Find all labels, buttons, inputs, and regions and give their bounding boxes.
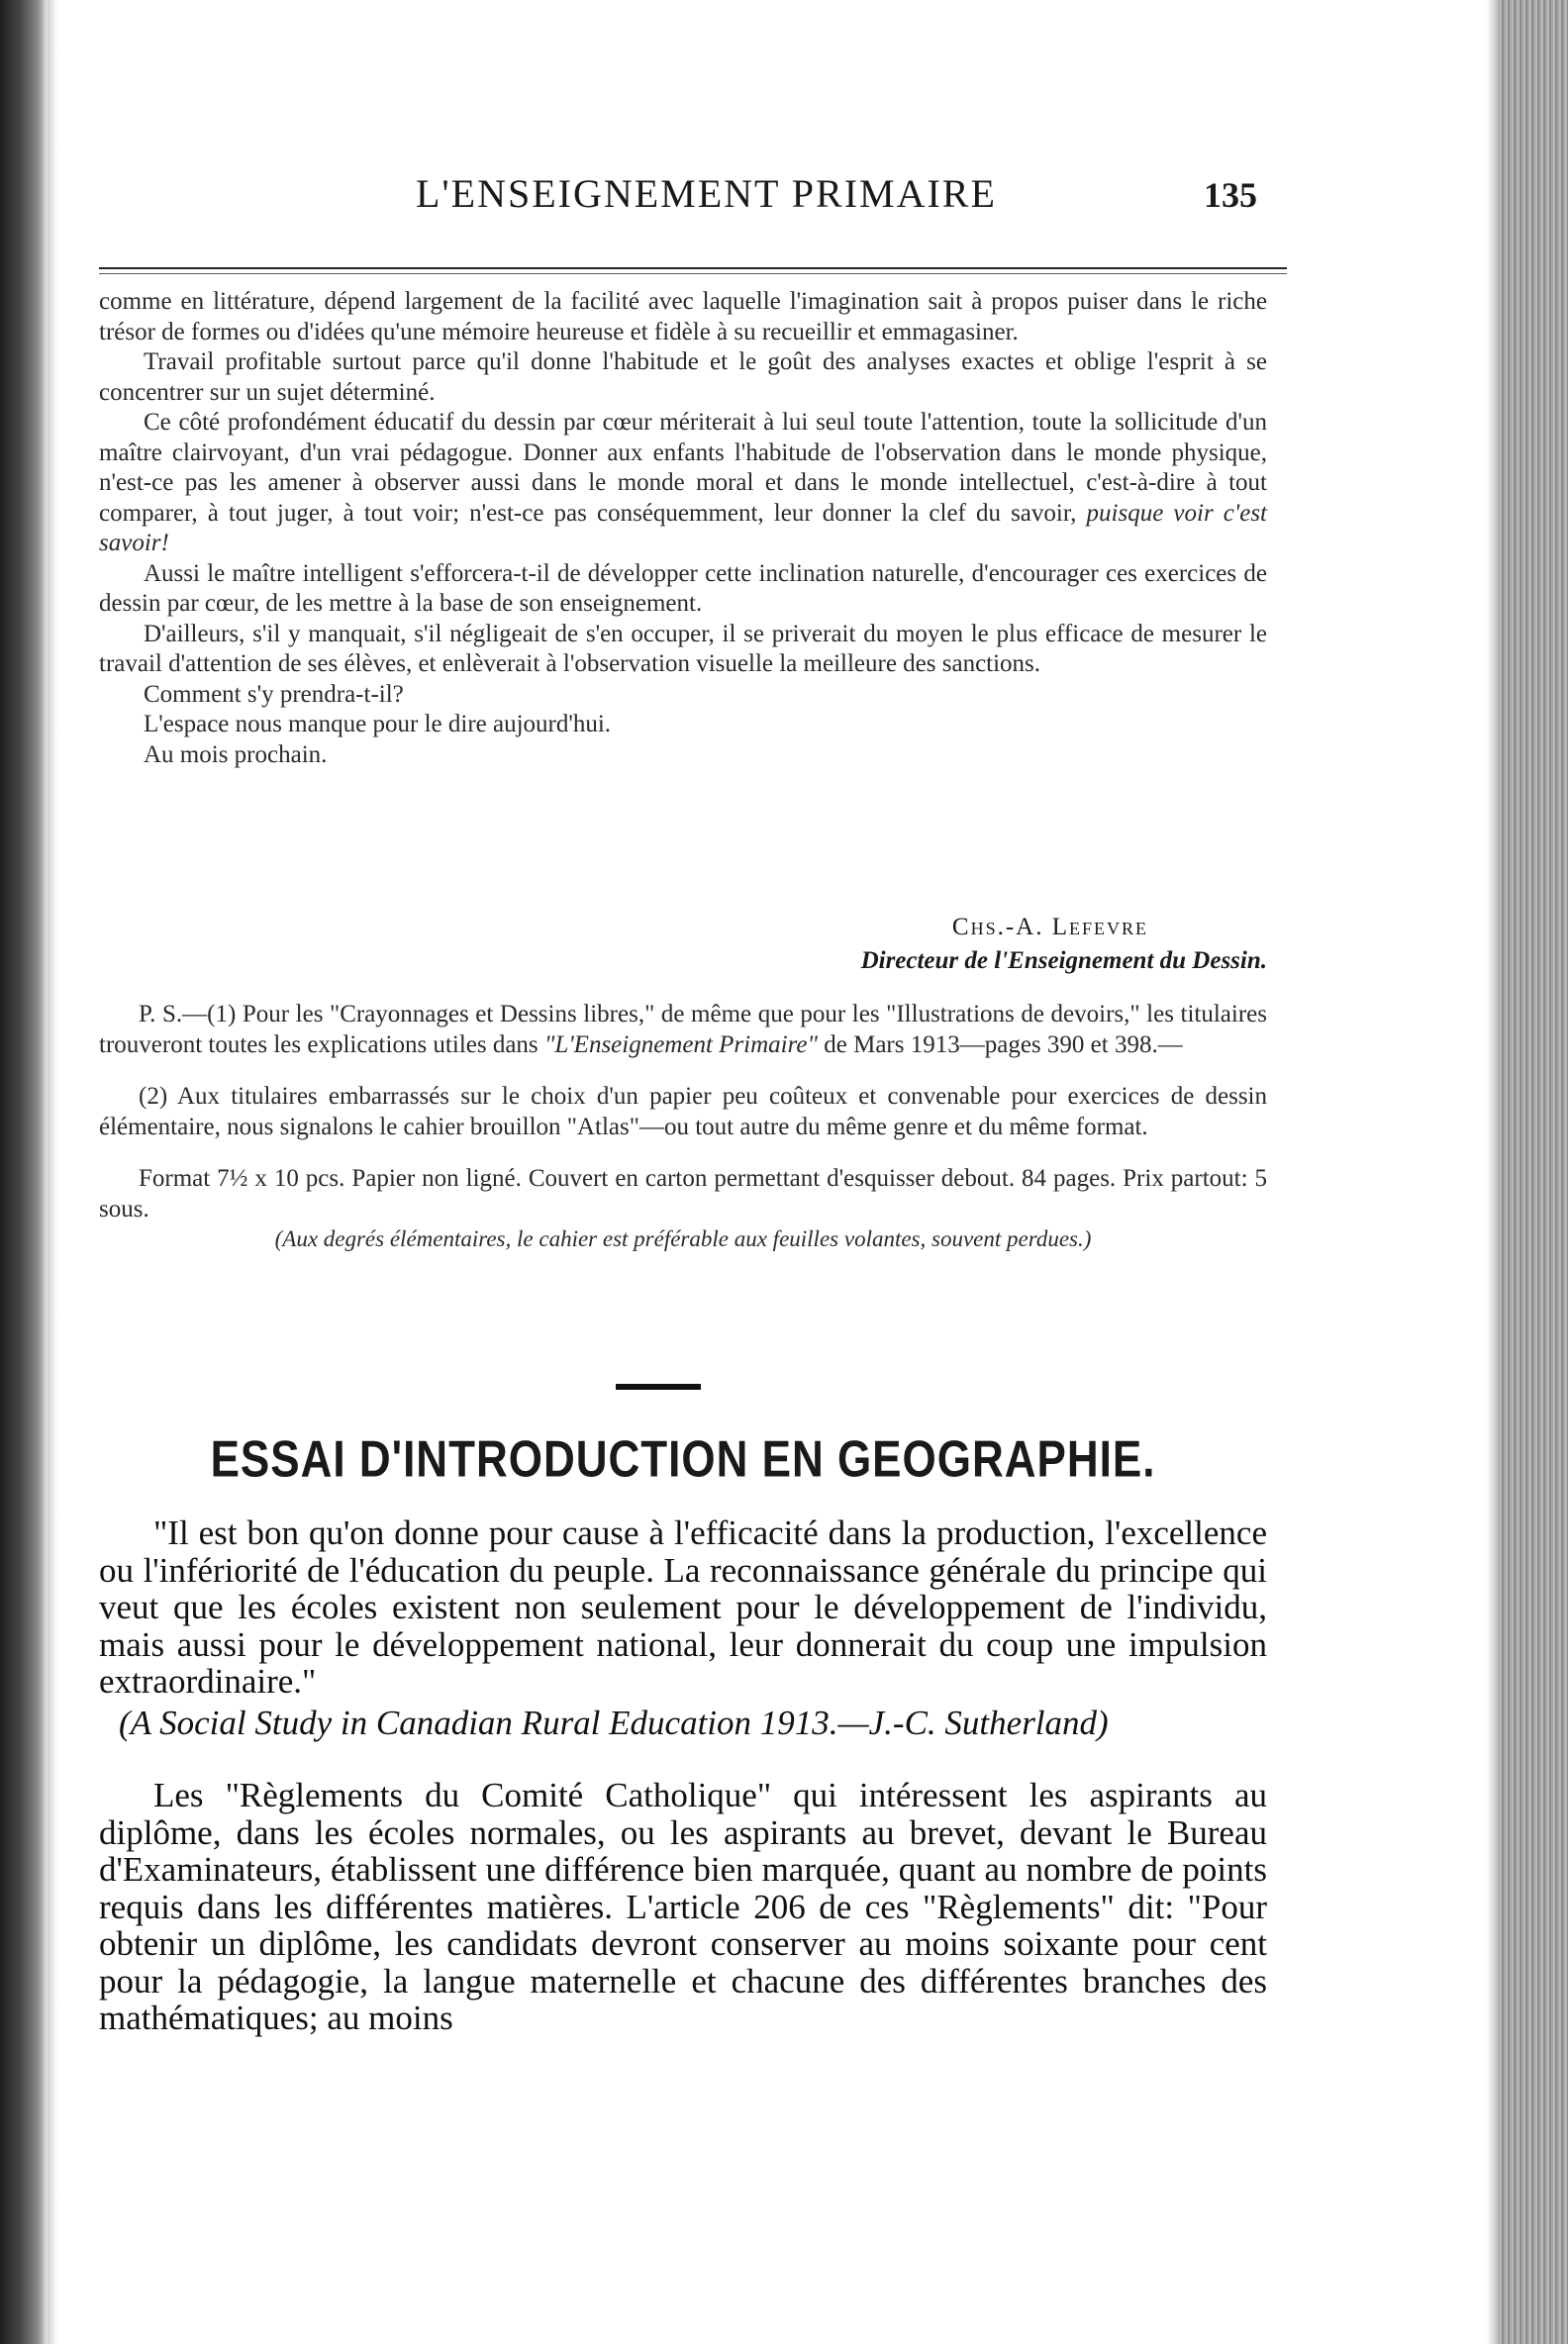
postscript <box>99 1000 1267 1255</box>
article-continuation <box>99 287 1267 770</box>
header-rule <box>99 267 1287 269</box>
section-heading: ESSAI D'INTRODUCTION EN GEOGRAPHIE. <box>210 1430 1156 1489</box>
author-title: Directeur de l'Enseignement du Dessin. <box>860 947 1267 974</box>
article-paragraph: Aussi le maître intelligent s'efforcera-t-il de développer cette inclination naturelle, d'encourager ces exercices de dessin par cœur, de les mettre à la base de son enseignement. <box>99 559 1267 617</box>
page <box>99 148 1268 2037</box>
running-title: L'ENSEIGNEMENT PRIMAIRE <box>416 171 997 216</box>
section-divider <box>616 1384 701 1390</box>
left-binding-gradient <box>48 0 57 2344</box>
section-body <box>99 1514 1267 2037</box>
article-paragraph: Au mois prochain. <box>144 740 328 768</box>
author-name: Chs.-A. Lefevre <box>951 914 1148 940</box>
epigraph-citation: (A Social Study in Canadian Rural Education 1913.—J.-C. Sutherland) <box>119 1703 1109 1742</box>
article-paragraph: L'espace nous manque pour le dire aujourd'hui. <box>144 711 612 737</box>
ps-note-1-journal: "L'Enseignement Primaire" <box>543 1030 818 1058</box>
right-page-edge <box>1487 0 1499 2344</box>
epigraph-quote: "Il est bon qu'on donne pour cause à l'efficacité dans la production, l'excellence ou l'infériorité de l'éducation du peuple. La reconnaissance générale du principe qui veut que les écoles existent non seulement pour le développement de l'individu, mais aussi pour le développement national, leur donnerait du coup une impulsion extraordinaire." <box>99 1514 1267 1701</box>
left-binding-shadow <box>0 0 48 2344</box>
page-number: 135 <box>1204 175 1257 215</box>
page-header <box>99 148 1267 238</box>
article-paragraph: D'ailleurs, s'il y manquait, s'il négligeait de s'en occuper, il se priverait du moyen le plus efficace de mesurer le travail d'attention de ses élèves, et enlèverait à l'observation visuelle la meilleure des sanctions. <box>99 620 1267 677</box>
article-italic-phrase: puisque voir c'est savoir! <box>99 499 1268 556</box>
article-paragraph <box>99 408 1267 559</box>
signature-block <box>475 911 1267 978</box>
article-paragraph: Travail profitable surtout parce qu'il donne l'habitude et le goût des analyses exactes et oblige l'esprit à se concentrer sur un sujet déterminé. <box>99 348 1267 406</box>
article-paragraph: Comment s'y prendra-t-il? <box>144 680 404 708</box>
header-rule-thin <box>99 273 1287 274</box>
ps-note-3: Format 7½ x 10 pcs. Papier non ligné. Couvert en carton permettant d'esquisser debout. 84 pages. Prix partout: 5 sous. <box>99 1165 1267 1222</box>
article-paragraph: comme en littérature, dépend largement de la facilité avec laquelle l'imagination sait à propos puiser dans le riche trésor de formes ou d'idées qu'une mémoire heureuse et fidèle à su recueillir et emmagasiner. <box>99 288 1267 345</box>
ps-note-2: (2) Aux titulaires embarrassés sur le choix d'un papier peu coûteux et convenable pour exercices de dessin élémentaire, nous signalons le cahier brouillon "Atlas"—ou tout autre du même genre et du même format. <box>99 1083 1267 1140</box>
ps-italic-note: (Aux degrés élémentaires, le cahier est préférable aux feuilles volantes, souvent perdues.) <box>274 1226 1092 1251</box>
body-paragraph: Les "Règlements du Comité Catholique" qui intéressent les aspirants au diplôme, dans les écoles normales, ou les aspirants au brevet, devant le Bureau d'Examinateurs, établissent une différence bien marquée, quant au nombre de points requis dans les différentes matières. L'article 206 de ces "Règlements" dit: "Pour obtenir un diplôme, les candidats devront conserver au moins soixante pour cent pour la pédagogie, la langue maternelle et chacune des différentes branches des mathématiques; au moins <box>99 1776 1267 2037</box>
right-page-stack <box>1499 0 1568 2344</box>
ps-note-1-pages: de Mars 1913—pages 390 et 398.— <box>824 1030 1183 1058</box>
ps-note-1 <box>99 1000 1267 1060</box>
article-paragraph-text: Ce côté profondément éducatif du dessin par cœur mériterait à lui seul toute l'attention, toute la sollicitude d'un maître clairvoyant, d'un vrai pédagogue. Donner aux enfants l'habitude de l'observation dans le monde physique, n'est-ce pas les amener à observer aussi dans le monde moral et dans le monde intellectuel, c'est-à-dire à tout comparer, à tout juger, à tout voir; n'est-ce pas conséquemment, leur donner la clef du savoir, <box>99 409 1267 527</box>
ps-note-1-text: P. S.—(1) Pour les "Crayonnages et Dessins libres," de même que pour les "Illustrations de devoirs," les titulaires trouveront toutes les explications utiles dans <box>99 1001 1267 1058</box>
